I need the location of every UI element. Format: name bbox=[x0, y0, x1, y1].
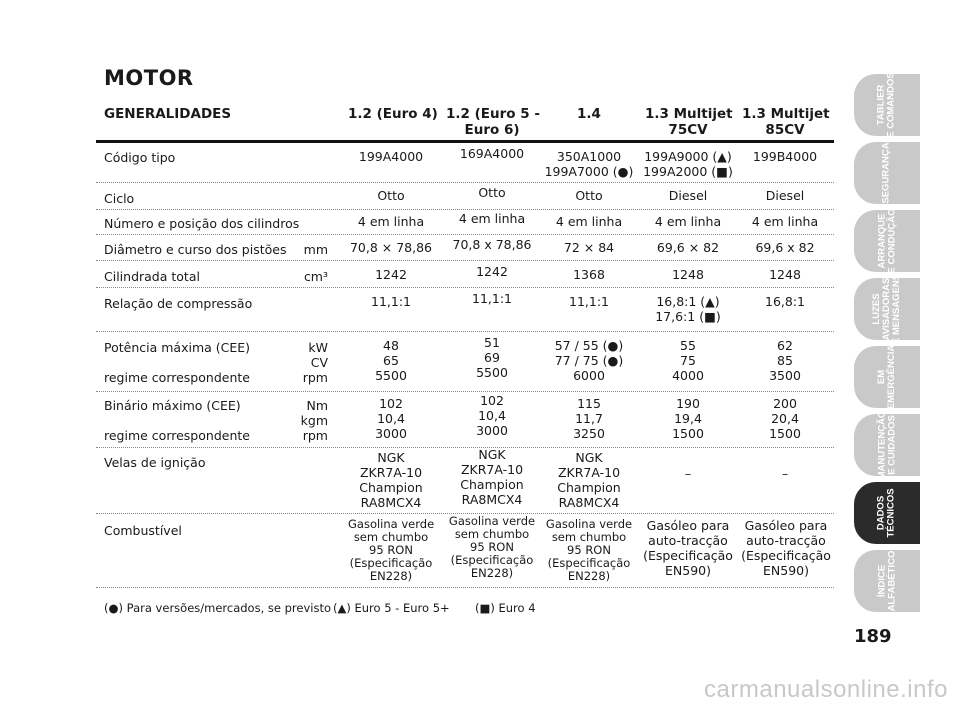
tab-indice[interactable] bbox=[854, 550, 920, 612]
table-cell: 69,6 × 82 bbox=[656, 240, 720, 255]
section-title: MOTOR bbox=[104, 66, 194, 90]
tab-emergencia[interactable] bbox=[854, 346, 920, 408]
row-divider bbox=[96, 209, 834, 210]
column-header: 1.3 Multijet 75CV bbox=[645, 106, 733, 138]
row-divider bbox=[96, 234, 834, 235]
unit-label: rpm bbox=[302, 370, 328, 385]
tab-dados-tecnicos[interactable] bbox=[854, 482, 920, 544]
table-cell: 115 11,7 3250 bbox=[573, 396, 605, 441]
table-cell: 102 10,4 3000 bbox=[476, 393, 508, 438]
row-label: Binário máximo (CEE) bbox=[104, 398, 241, 413]
table-cell: 4 em linha bbox=[458, 211, 526, 226]
tab-label: TABLIER E COMANDOS bbox=[875, 72, 897, 138]
footnote-triangle: (▲) Euro 5 - Euro 5+ bbox=[333, 601, 450, 615]
unit-label: rpm bbox=[302, 428, 328, 443]
tab-label: EM EMERGÊNCIA bbox=[876, 344, 897, 410]
table-cell: 51 69 5500 bbox=[476, 335, 508, 380]
table-cell: – bbox=[781, 466, 789, 481]
header-rule bbox=[96, 140, 834, 143]
row-label: Ciclo bbox=[104, 191, 135, 206]
table-cell: 62 85 3500 bbox=[769, 338, 801, 383]
table-cell: 4 em linha bbox=[357, 214, 425, 229]
table-cell: Diesel bbox=[765, 188, 805, 203]
table-cell: Diesel bbox=[668, 188, 708, 203]
table-cell: 1248 bbox=[769, 267, 801, 282]
row-label: Código tipo bbox=[104, 150, 176, 165]
row-label: regime correspondente bbox=[104, 370, 250, 385]
tab-tablier[interactable] bbox=[854, 74, 920, 136]
table-cell: Gasóleo para auto-tracção (Especificação EN590) bbox=[643, 518, 733, 578]
table-cell: Otto bbox=[377, 188, 405, 203]
tab-label: MANUTENÇÃO E CUIDADOS bbox=[876, 410, 898, 480]
tab-luzes[interactable] bbox=[854, 273, 920, 345]
page-number: 189 bbox=[854, 626, 892, 647]
row-label: regime correspondente bbox=[104, 428, 250, 443]
table-cell: Gasolina verde sem chumbo 95 RON (Especificação EN228) bbox=[448, 514, 536, 580]
table-cell: 72 × 84 bbox=[563, 240, 615, 255]
table-cell: 199B4000 bbox=[752, 149, 818, 164]
table-cell: 11,1:1 bbox=[371, 294, 411, 309]
table-cell: 4 em linha bbox=[751, 214, 819, 229]
table-cell: 70,8 x 78,86 bbox=[452, 237, 532, 252]
footnote-square: (■) Euro 4 bbox=[475, 601, 536, 615]
table-cell: – bbox=[684, 466, 692, 481]
column-header: 1.2 (Euro 4) bbox=[348, 106, 438, 122]
tab-seguranca[interactable] bbox=[854, 142, 920, 204]
table-cell: 169A4000 bbox=[459, 146, 525, 161]
unit-label: mm bbox=[303, 242, 328, 257]
row-divider bbox=[96, 331, 834, 332]
table-cell: 16,8:1 (▲) 17,6:1 (■) bbox=[655, 294, 721, 324]
table-cell: 4 em linha bbox=[555, 214, 623, 229]
table-cell: 16,8:1 bbox=[765, 294, 805, 309]
table-cell: 69,6 x 82 bbox=[755, 240, 815, 255]
table-cell: 199A4000 bbox=[358, 149, 424, 164]
column-header: 1.4 bbox=[577, 106, 601, 122]
row-label: Diâmetro e curso dos pistões bbox=[104, 242, 287, 257]
unit-label: kW CV bbox=[308, 340, 328, 370]
table-cell: Gasolina verde sem chumbo 95 RON (Especificação EN228) bbox=[545, 517, 633, 583]
table-cell: 1242 bbox=[476, 264, 508, 279]
table-cell: NGK ZKR7A-10 Champion RA8MCX4 bbox=[460, 447, 524, 507]
table-cell: Gasóleo para auto-tracção (Especificação EN590) bbox=[741, 518, 831, 578]
generalidades-header: GENERALIDADES bbox=[104, 106, 232, 122]
table-cell: NGK ZKR7A-10 Champion RA8MCX4 bbox=[359, 450, 423, 510]
row-divider bbox=[96, 391, 834, 392]
table-cell: NGK ZKR7A-10 Champion RA8MCX4 bbox=[557, 450, 621, 510]
tab-label: ARRANQUE E CONDUÇÃO bbox=[875, 208, 897, 274]
tab-label: DADOS TÉCNICOS bbox=[876, 488, 897, 538]
table-cell: 102 10,4 3000 bbox=[375, 396, 407, 441]
unit-label: Nm kgm bbox=[300, 398, 328, 428]
table-cell: 199A9000 (▲) 199A2000 (■) bbox=[643, 149, 733, 179]
table-cell: Otto bbox=[575, 188, 603, 203]
table-cell: 11,1:1 bbox=[569, 294, 609, 309]
tab-label: ÍNDICE ALFABÉTICO bbox=[875, 550, 897, 612]
table-cell: 190 19,4 1500 bbox=[672, 396, 704, 441]
tab-label: SEGURANÇA bbox=[880, 142, 892, 204]
table-cell: 57 / 55 (●) 77 / 75 (●) 6000 bbox=[554, 338, 624, 383]
row-label: Número e posição dos cilindros bbox=[104, 216, 300, 231]
tab-label: LUZES AVISADORAS E MENSAGENS bbox=[871, 273, 902, 345]
table-cell: 4 em linha bbox=[654, 214, 722, 229]
table-cell: 48 65 5500 bbox=[375, 338, 407, 383]
table-cell: 200 20,4 1500 bbox=[769, 396, 801, 441]
row-divider bbox=[96, 260, 834, 261]
row-label: Combustível bbox=[104, 523, 182, 538]
footnote-dot: (●) Para versões/mercados, se previsto bbox=[104, 601, 332, 615]
unit-label: cm³ bbox=[303, 269, 328, 284]
watermark: carmanualsonline.info bbox=[704, 676, 948, 703]
table-cell: 70,8 × 78,86 bbox=[349, 240, 433, 255]
tab-arranque[interactable] bbox=[854, 210, 920, 272]
row-label: Velas de ignição bbox=[104, 455, 206, 470]
row-divider bbox=[96, 287, 834, 288]
column-header: 1.3 Multijet 85CV bbox=[742, 106, 830, 138]
column-header: 1.2 (Euro 5 - Euro 6) bbox=[446, 106, 540, 138]
table-cell: Otto bbox=[478, 185, 506, 200]
row-divider bbox=[96, 587, 834, 588]
table-cell: 1248 bbox=[672, 267, 704, 282]
tab-manutencao[interactable] bbox=[854, 410, 920, 480]
table-cell: 55 75 4000 bbox=[672, 338, 704, 383]
table-cell: 11,1:1 bbox=[472, 291, 512, 306]
row-divider bbox=[96, 182, 834, 183]
row-label: Potência máxima (CEE) bbox=[104, 340, 251, 355]
table-cell: 1242 bbox=[375, 267, 407, 282]
row-label: Relação de compressão bbox=[104, 296, 253, 311]
table-cell: 1368 bbox=[573, 267, 605, 282]
table-cell: Gasolina verde sem chumbo 95 RON (Especificação EN228) bbox=[348, 517, 435, 583]
row-label: Cilindrada total bbox=[104, 269, 200, 284]
table-cell: 350A1000 199A7000 (●) bbox=[544, 149, 634, 179]
